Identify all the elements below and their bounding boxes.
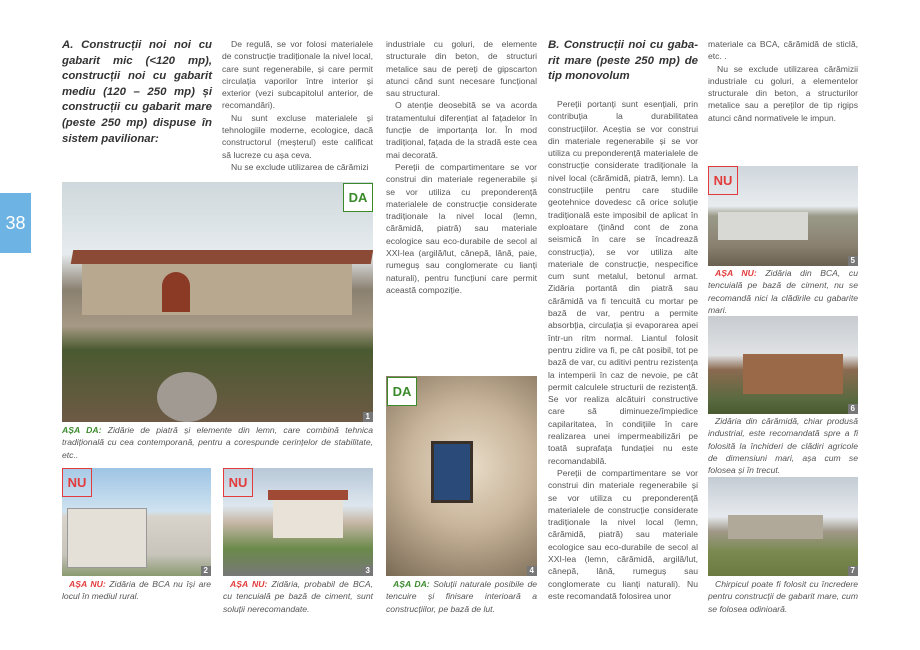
caption-label: AȘA NU: xyxy=(230,579,268,589)
paragraph: Pereții de compartimentare se vor construi din materiale regenerabile și se vor utiliza cu preponderență materialele de construcție considerate tradiționale la nivel local (lemn, cărămidă, piatră) sau materiale ecologice sau eco-durabile de secol al XXI-lea (lemn, cărămidă, argilă/lut, cânepă, lână, rumeguș sau conglomerate cu lianți naturali). Nu este recomandată folosirea unor xyxy=(548,467,698,601)
caption-3 xyxy=(223,578,373,615)
photo-bca-farm xyxy=(708,166,858,266)
photo-brick-barn xyxy=(708,316,858,414)
paragraph: Pereții de compartimentare se vor construi din materiale regenerabile și se vor utiliza cu preponderență materialele de construcție considerate tradiționale la nivel local (lemn, cărămidă, piatră) sau materiale ecologice sau eco-durabile de secol al XXI-lea (argilă/lut, cânepă, lână, paie, rumeguș sau conglomerate cu lianți naturali), pentru funcțiuni care permit această compoziție. xyxy=(386,161,537,295)
da-badge: DA xyxy=(343,183,373,212)
caption-label: AȘA DA: xyxy=(393,579,430,589)
caption-6 xyxy=(708,415,858,476)
photo-bca-construction xyxy=(62,468,211,576)
caption-4 xyxy=(386,578,537,615)
photo-stone-house xyxy=(62,182,373,422)
caption-text: Soluții naturale posibile de tencuire și finisare interioară a construcțiilor, pe bază de lut. xyxy=(386,579,537,614)
photo-adobe-barn xyxy=(708,477,858,576)
caption-1 xyxy=(62,424,373,461)
paragraph: Nu sunt excluse materialele și tehnologiile moderne, ecologice, dacă constructorul (meșterul) este calificat să lucreze cu așa ceva. xyxy=(222,112,373,160)
text-column-2 xyxy=(222,38,373,173)
caption-text: Zidăria de BCA nu își are locul în mediul rural. xyxy=(62,579,211,602)
caption-label: AȘA NU: xyxy=(69,579,106,589)
text-column-4 xyxy=(548,98,698,602)
photo-clay-window xyxy=(386,376,537,576)
photo-number: 6 xyxy=(848,404,858,414)
page-number: 38 xyxy=(0,193,31,253)
heading-a: A. Construcții noi noi cu gabarit mic (<120 mp), construcții noi cu gabarit mediu (120 – 250 mp) și construcții cu gabarit mare (peste 250 mp) dispuse în sistem pavilionar: xyxy=(62,39,212,145)
caption-text: Chirpicul poate fi folosit cu încredere pentru construcții de gabarit mare, cum se folosea odinioară. xyxy=(708,579,858,614)
caption-text: Zidăria din BCA, cu tencuială pe bază de ciment, nu se recomandă nici la clădirile cu gabarite mari. xyxy=(708,268,858,315)
paragraph: Nu se exclude utilizarea cărămizii industriale cu goluri, a elementelor structurale din beton, a structurilor metalice sau a pereților de tip rigips atunci când normativele le impun. xyxy=(708,63,858,123)
text-column-5 xyxy=(708,38,858,124)
caption-text: Zidărie de piatră și elemente din lemn, care combină tehnica tradițională cu cea contemporană, pentru a corespunde cerințelor de stabilitate, etc.. xyxy=(62,425,373,460)
nu-badge: NU xyxy=(223,468,253,497)
paragraph: De regulă, se vor folosi materialele de construcție tradiționale la nivel local, care sunt regenerabile, și care permit circulația vaporilor între interior și exterior (vezi subcapitolul anterior, de recomandări). xyxy=(222,39,373,111)
nu-badge: NU xyxy=(62,468,92,497)
paragraph: materiale ca BCA, cărămidă de sticlă, etc. . xyxy=(708,39,858,62)
paragraph: Pereții portanți sunt esențiali, prin contribuția la durabilitatea construcțiilor. Aceștia se vor construi din materiale regenerabile și se vor utiliza cu preponderență materialele de construcție considerate tradiționale la nivel local (cărămidă, piatră, lemn). La construcțiile pentru care studiile geotehnice dovedesc că orice soluție tradițională este imposibil de aplicat în exploatare (ținând cont de zona seismică în care se încadrează construcția), se vor utiliza alte materiale de construcție, nespecifice cum sunt metalul, betonul armat. Zidăria portantă din piatră sau cărămidă va fi tencuită cu mortar pe bază de var, pentru a permite absorbția, circulația și evaporarea apei într-un ritm normal. Liantul folosit pentru zidire va fi, pe cât posibil, tot pe bază de var, cu aditivi pentru rezistența la intemperii în caz de nevoie, pe cât permit calculele structurii de rezistență. Se vor realiza alcătuiri constructive care să diminueze/împiedice capilaritatea, în condițiile în care realizarea unei impermeabilizări pe toată suprafața fundației nu este recomandabilă. xyxy=(548,99,698,466)
paragraph: Nu se exclude utilizarea de cărămizi xyxy=(231,161,369,172)
text-column-3 xyxy=(386,38,537,296)
caption-label: AȘA DA: xyxy=(62,425,102,435)
photo-number: 7 xyxy=(848,566,858,576)
photo-number: 1 xyxy=(363,412,373,422)
paragraph: industriale cu goluri, de elemente structurale din beton, de structuri metalice sau de pereți de gipscarton atunci când sunt necesare funcțional sau structural. xyxy=(386,39,537,99)
caption-text: Zidăria, probabil de BCA, cu tencuială pe bază de ciment, sunt soluții nerecomandate. xyxy=(223,579,374,614)
caption-5 xyxy=(708,267,858,316)
nu-badge: NU xyxy=(708,166,738,195)
photo-number: 5 xyxy=(848,256,858,266)
heading-b: B. Construcții noi cu gaba-rit mare (peste 250 mp) de tip monovolum xyxy=(548,39,698,83)
caption-2 xyxy=(62,578,211,603)
caption-label: AȘA NU: xyxy=(715,268,757,278)
paragraph: O atenție deosebită se va acorda tratamentului diferențiat al fațadelor în funcție de importanța lor. În mod tradițional, fațada de la stradă este cea mai decorată. xyxy=(386,100,537,160)
da-badge: DA xyxy=(387,377,417,406)
photo-number: 4 xyxy=(527,566,537,576)
photo-number: 2 xyxy=(201,566,211,576)
photo-number: 3 xyxy=(363,566,373,576)
caption-7 xyxy=(708,578,858,615)
caption-text: Zidăria din cărămidă, chiar produsă industrial, este recomandată spre a fi folosită la închideri de clădiri agricole de dimensiuni mari, așa cum se folosea și în trecut. xyxy=(708,416,858,476)
photo-plastered-house xyxy=(223,468,373,576)
